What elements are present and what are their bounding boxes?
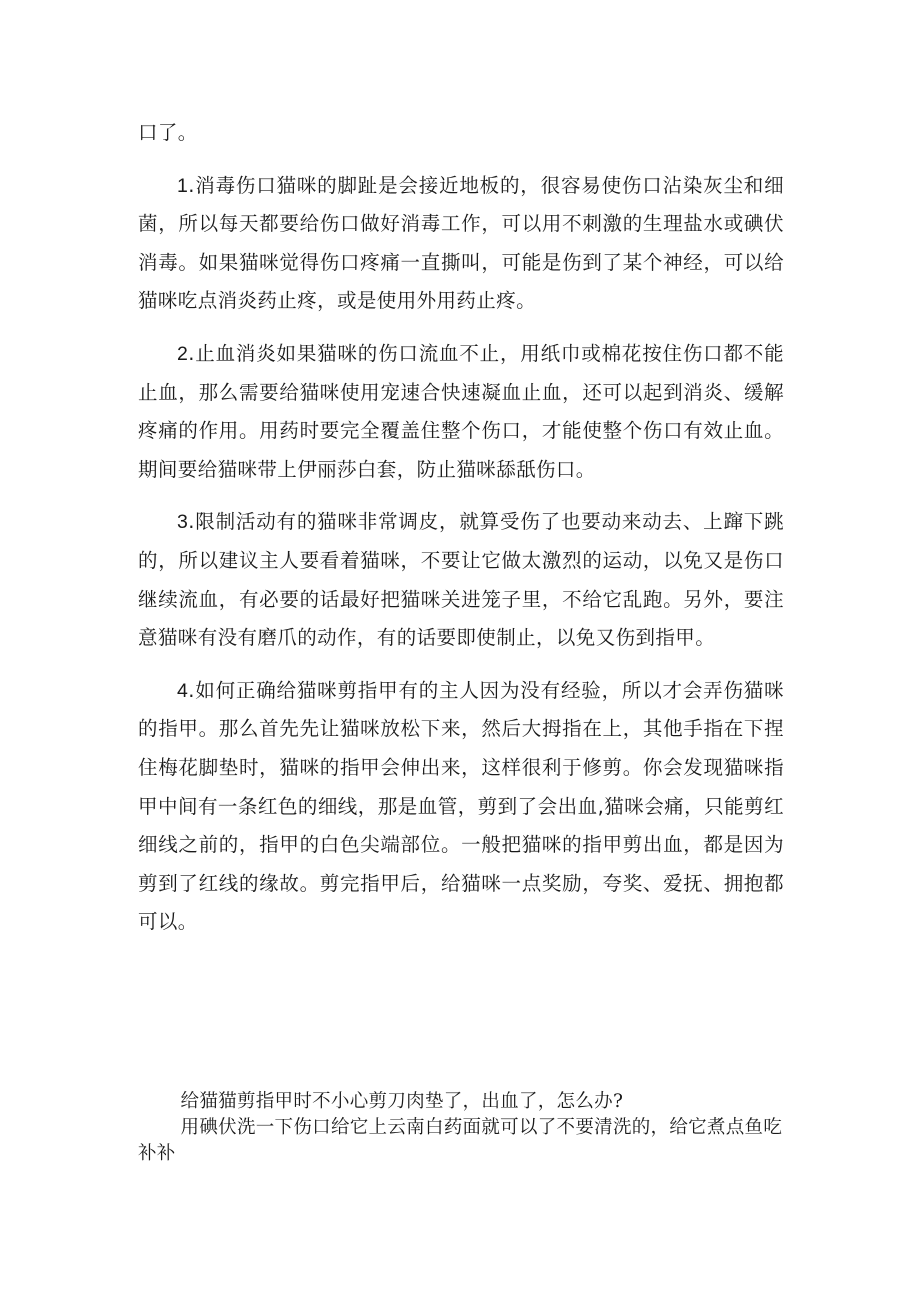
- section-1-paragraph: [138, 167, 784, 321]
- document-body: [138, 114, 784, 956]
- qa-answer: 用碘伏洗一下伤口给它上云南白药面就可以了不要清洗的，给它煮点鱼吃补补: [138, 1117, 783, 1164]
- section-2-paragraph: [138, 335, 784, 489]
- section-1-number: 1: [177, 174, 189, 197]
- section-2-text: .止血消炎如果猫咪的伤口流血不止，用纸巾或棉花按住伤口都不能止血，那么需要给猫咪使用宠速合快速凝血止血，还可以起到消炎、缓解疼痛的作用。用药时要完全覆盖住整个伤口，才能使整个伤口有效止血。期间要给猫咪带上伊丽莎白套，防止猫咪舔舐伤口。: [138, 341, 784, 481]
- section-2-number: 2: [177, 342, 189, 365]
- section-4-number: 4: [177, 679, 189, 702]
- opening-fragment: [138, 114, 784, 153]
- qa-question: 给猫猫剪指甲时不小心剪刀肉垫了，出血了，怎么办?: [180, 1091, 624, 1112]
- section-3-number: 3: [177, 511, 189, 534]
- qa-block: [138, 1089, 788, 1167]
- section-4-text: .如何正确给猫咪剪指甲有的主人因为没有经验，所以才会弄伤猫咪的指甲。那么首先先让猫咪放松下来，然后大拇指在上，其他手指在下捏住梅花脚垫时，猫咪的指甲会伸出来，这样很利于修剪。你会发现猫咪指甲中间有一条红色的细线，那是血管，剪到了会出血,猫咪会痛，只能剪红细线之前的，指甲的白色尖端部位。一般把猫咪的指甲剪出血，都是因为剪到了红线的缘故。剪完指甲后，给猫咪一点奖励，夸奖、爱抚、拥抱都可以。: [138, 678, 784, 934]
- section-3-paragraph: [138, 503, 784, 657]
- section-1-text: .消毒伤口猫咪的脚趾是会接近地板的，很容易使伤口沾染灰尘和细菌，所以每天都要给伤口做好消毒工作，可以用不刺激的生理盐水或碘伏消毒。如果猫咪觉得伤口疼痛一直撕叫，可能是伤到了某个神经，可以给猫咪吃点消炎药止疼，或是使用外用药止疼。: [138, 173, 784, 313]
- opening-fragment-text: 口了。: [138, 121, 198, 144]
- section-3-text: .限制活动有的猫咪非常调皮，就算受伤了也要动来动去、上蹿下跳的，所以建议主人要看着猫咪，不要让它做太激烈的运动，以免又是伤口继续流血，有必要的话最好把猫咪关进笼子里，不给它乱跑。另外，要注意猫咪有没有磨爪的动作，有的话要即使制止，以免又伤到指甲。: [138, 510, 784, 650]
- section-4-paragraph: [138, 672, 784, 942]
